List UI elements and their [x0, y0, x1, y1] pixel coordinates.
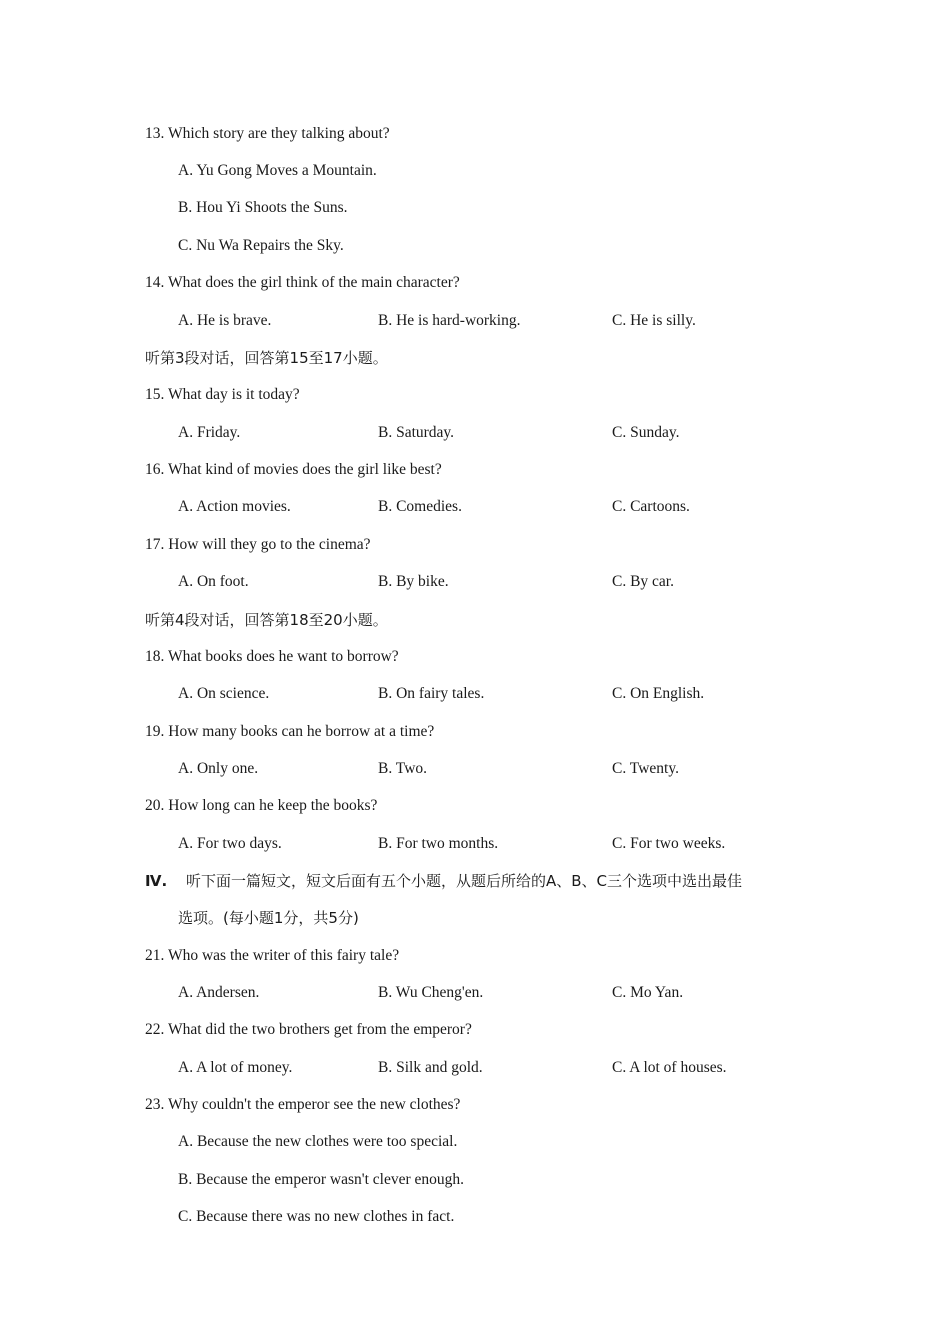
section-instruction-line-1: 听下面一篇短文，短文后面有五个小题，从题后所给的A、B、C三个选项中选出最佳 [186, 872, 743, 890]
q17-option-a: A. On foot. [178, 573, 249, 590]
dialogue-3-instruction: 听第3段对话，回答第15至17小题。 [145, 349, 388, 367]
question-14: 14. What does the girl think of the main character? [145, 274, 460, 291]
question-18: 18. What books does he want to borrow? [145, 648, 399, 665]
q18-option-a: A. On science. [178, 685, 270, 702]
q16-option-c: C. Cartoons. [612, 498, 690, 515]
q15-option-a: A. Friday. [178, 424, 241, 441]
q18-option-c: C. On English. [612, 685, 705, 702]
q20-option-c: C. For two weeks. [612, 835, 726, 852]
question-19: 19. How many books can he borrow at a time? [145, 723, 435, 740]
question-21: 21. Who was the writer of this fairy tale? [145, 947, 400, 964]
q14-option-a: A. He is brave. [178, 312, 272, 329]
q15-option-b: B. Saturday. [378, 424, 455, 441]
question-22: 22. What did the two brothers get from the emperor? [145, 1021, 472, 1038]
q23-option-a: A. Because the new clothes were too special. [178, 1133, 458, 1150]
q18-option-b: B. On fairy tales. [378, 685, 485, 702]
q19-option-b: B. Two. [378, 760, 428, 777]
q22-option-c: C. A lot of houses. [612, 1059, 727, 1076]
question-17: 17. How will they go to the cinema? [145, 536, 371, 553]
section-number: Ⅳ. [145, 872, 168, 890]
q21-option-a: A. Andersen. [178, 984, 260, 1001]
q16-option-b: B. Comedies. [378, 498, 462, 515]
q19-option-c: C. Twenty. [612, 760, 679, 777]
q20-option-b: B. For two months. [378, 835, 499, 852]
q21-option-b: B. Wu Cheng'en. [378, 984, 484, 1001]
q13-option-c: C. Nu Wa Repairs the Sky. [178, 237, 344, 254]
dialogue-4-instruction: 听第4段对话，回答第18至20小题。 [145, 611, 388, 629]
question-15: 15. What day is it today? [145, 386, 300, 403]
question-20: 20. How long can he keep the books? [145, 797, 378, 814]
section-instruction-line-2: 选项。(每小题1分，共5分) [178, 909, 359, 927]
question-23: 23. Why couldn't the emperor see the new clothes? [145, 1096, 461, 1113]
q14-option-b: B. He is hard-working. [378, 312, 521, 329]
question-13: 13. Which story are they talking about? [145, 125, 390, 142]
q14-option-c: C. He is silly. [612, 312, 696, 329]
q21-option-c: C. Mo Yan. [612, 984, 684, 1001]
q16-option-a: A. Action movies. [178, 498, 291, 515]
q15-option-c: C. Sunday. [612, 424, 680, 441]
q17-option-c: C. By car. [612, 573, 674, 590]
q22-option-b: B. Silk and gold. [378, 1059, 483, 1076]
q20-option-a: A. For two days. [178, 835, 282, 852]
q13-option-a: A. Yu Gong Moves a Mountain. [178, 162, 377, 179]
q22-option-a: A. A lot of money. [178, 1059, 293, 1076]
q23-option-c: C. Because there was no new clothes in fact. [178, 1208, 455, 1225]
q23-option-b: B. Because the emperor wasn't clever enough. [178, 1171, 464, 1188]
question-16: 16. What kind of movies does the girl like best? [145, 461, 442, 478]
q19-option-a: A. Only one. [178, 760, 259, 777]
q17-option-b: B. By bike. [378, 573, 449, 590]
q13-option-b: B. Hou Yi Shoots the Suns. [178, 199, 348, 216]
